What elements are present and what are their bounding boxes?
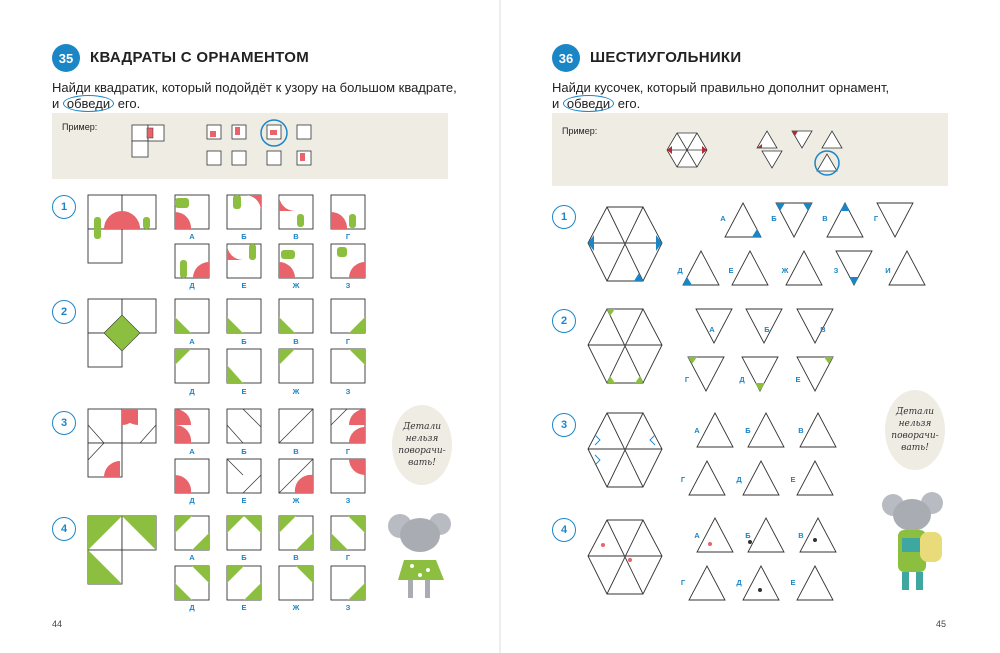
puzzle-number: 2 [552, 309, 576, 333]
option-label: Д [189, 603, 195, 612]
right-page [500, 0, 1000, 653]
instruction-text: его. [114, 96, 141, 111]
option-label: Б [241, 447, 247, 456]
option-label: А [694, 531, 700, 540]
exercise-title: КВАДРАТЫ С ОРНАМЕНТОМ [90, 49, 310, 66]
page-number: 44 [52, 619, 63, 629]
puzzle-number: 2 [52, 300, 76, 324]
option-label: Б [771, 214, 777, 223]
option-label: Б [241, 337, 247, 346]
option-label: Е [795, 375, 801, 384]
option-label: Б [241, 232, 247, 241]
option-label: З [345, 281, 351, 290]
puzzle-number: 4 [52, 517, 76, 541]
option-label: З [833, 266, 839, 275]
option-label: А [189, 232, 195, 241]
puzzle-number: 4 [552, 518, 576, 542]
option-label: Б [241, 553, 247, 562]
option-label: Д [736, 475, 742, 484]
option-label: Е [241, 603, 247, 612]
instruction-text: и [52, 96, 63, 111]
example-label: Пример: [62, 122, 98, 132]
puzzle-number: 1 [52, 195, 76, 219]
option-label: Ж [292, 281, 300, 290]
option-label: З [345, 603, 351, 612]
puzzle-number: 3 [552, 413, 576, 437]
option-label: В [293, 447, 299, 456]
mouse-illustration [882, 492, 943, 590]
option-label: Ж [781, 266, 789, 275]
option-label: Б [745, 531, 751, 540]
right-puzzles-art [500, 0, 1000, 653]
option-label: Ж [292, 496, 300, 505]
option-label: В [820, 325, 826, 334]
instruction-line: Найди квадратик, который подойдёт к узору на большом квадрате, [52, 80, 457, 95]
option-label: А [694, 426, 700, 435]
page-number: 45 [936, 619, 947, 629]
option-label: В [293, 337, 299, 346]
option-label: Д [189, 496, 195, 505]
option-label: В [293, 553, 299, 562]
book-spine [499, 0, 501, 653]
option-label: Г [345, 232, 351, 241]
option-label: З [345, 387, 351, 396]
option-label: А [189, 337, 195, 346]
option-label: А [189, 553, 195, 562]
exercise-number: 36 [552, 44, 580, 72]
option-label: Д [677, 266, 683, 275]
option-label: В [293, 232, 299, 241]
option-label: Ж [292, 387, 300, 396]
speech-bubble: Детали нельзя поворачи-вать! [885, 390, 945, 470]
option-label: Г [684, 375, 690, 384]
option-label: Г [873, 214, 879, 223]
option-label: Г [345, 447, 351, 456]
option-label: Д [189, 387, 195, 396]
option-label: В [798, 426, 804, 435]
option-label: А [189, 447, 195, 456]
option-label: И [885, 266, 891, 275]
option-label: А [709, 325, 715, 334]
option-label: Д [736, 578, 742, 587]
option-label: Д [189, 281, 195, 290]
instruction-line: Найди кусочек, который правильно дополнит орнамент, [552, 80, 890, 95]
circled-word: обведи [63, 95, 114, 112]
option-label: Ж [292, 603, 300, 612]
circled-word: обведи [563, 95, 614, 112]
option-label: Д [739, 375, 745, 384]
example-label: Пример: [562, 126, 598, 136]
option-label: Е [241, 387, 247, 396]
puzzle-number: 3 [52, 411, 76, 435]
option-label: В [822, 214, 828, 223]
option-label: А [720, 214, 726, 223]
option-label: Б [764, 325, 770, 334]
speech-bubble: Детали нельзя поворачи-вать! [392, 405, 452, 485]
option-label: Г [680, 578, 686, 587]
option-label: Е [790, 475, 796, 484]
option-label: Г [345, 553, 351, 562]
option-label: Е [790, 578, 796, 587]
exercise-number: 35 [52, 44, 80, 72]
instruction-text: его. [614, 96, 641, 111]
option-label: Е [241, 496, 247, 505]
option-label: Е [241, 281, 247, 290]
mouse-illustration [388, 513, 451, 598]
instruction-text: и [552, 96, 563, 111]
exercise-title: ШЕСТИУГОЛЬНИКИ [590, 49, 742, 66]
option-label: Б [745, 426, 751, 435]
option-label: Г [680, 475, 686, 484]
option-label: В [798, 531, 804, 540]
option-label: Е [728, 266, 734, 275]
option-label: Г [345, 337, 351, 346]
puzzle-number: 1 [552, 205, 576, 229]
option-label: З [345, 496, 351, 505]
